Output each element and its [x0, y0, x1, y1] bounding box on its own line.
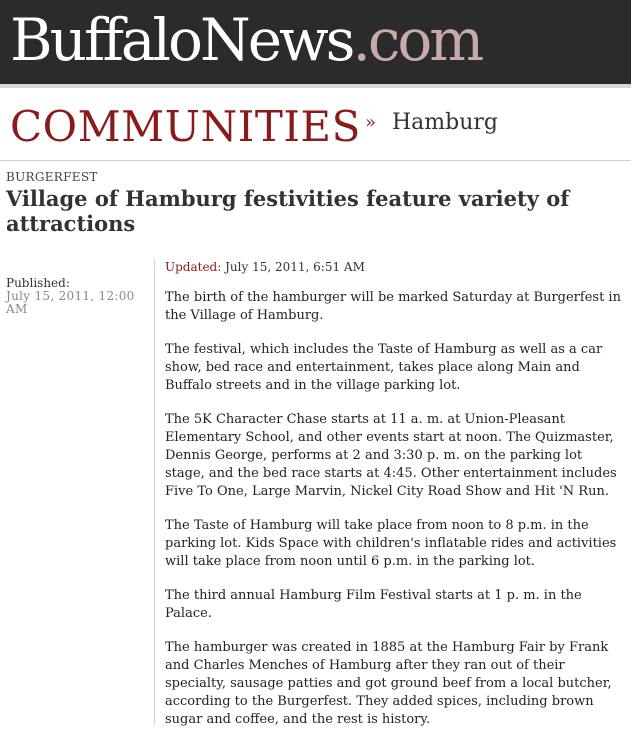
- article-paragraph: The festival, which includes the Taste of Hamburg as well as a car show, bed race and entertainment, takes place along Main and Buffalo streets and in the village parking lot.: [165, 342, 603, 393]
- breadcrumb-separator-icon: »: [365, 112, 377, 133]
- logo-suffix-text: .com: [352, 6, 482, 74]
- article-paragraph: The Taste of Hamburg will take place from noon to 8 p.m. in the parking lot. Kids Space with children's inflatable rides and activities will take place from noon until 6 p.m. in the parking lot.: [165, 518, 617, 569]
- updated-value: July 15, 2011, 6:51 AM: [225, 260, 365, 274]
- article-paragraph: The birth of the hamburger will be marked Saturday at Burgerfest in the Village of Hamburg.: [165, 290, 621, 323]
- subsection-link[interactable]: Hamburg: [392, 110, 499, 135]
- article-paragraph: The 5K Character Chase starts at 11 a. m. at Union-Pleasant Elementary School, and other events start at noon. The Quizmaster, Dennis George, performs at 2 and 3:30 p. m. on the parking lot stage, and the bed race starts at 4:45. Other entertainment includes Five To One, Large Marvin, Nickel City Road Show and Hit 'N Run.: [165, 412, 617, 499]
- section-title[interactable]: COMMUNITIES: [10, 102, 361, 151]
- article-meta: [6, 276, 146, 316]
- masthead: [0, 0, 631, 88]
- logo-main-text: BuffaloNews: [10, 6, 353, 74]
- article-body: [165, 258, 625, 745]
- updated-line: [165, 258, 625, 276]
- published-date: July 15, 2011, 12:00 AM: [6, 289, 135, 316]
- section-header: [0, 88, 631, 161]
- article-headline: Village of Hamburg festivities feature variety of attractions: [6, 186, 570, 236]
- published-label: Published:: [6, 276, 70, 290]
- article-paragraph: The third annual Hamburg Film Festival starts at 1 p. m. in the Palace.: [165, 588, 582, 621]
- article-paragraph: The hamburger was created in 1885 at the Hamburg Fair by Frank and Charles Menches of Hamburg after they ran out of their specialty, sausage patties and got ground beef from a local butcher, according to the Burgerfest. They added spices, including brown sugar and coffee, and the rest is history.: [165, 640, 612, 727]
- site-logo[interactable]: [10, 0, 481, 80]
- column-divider: [154, 258, 155, 726]
- article-kicker[interactable]: BURGERFEST: [6, 170, 98, 184]
- updated-label: Updated:: [165, 260, 222, 274]
